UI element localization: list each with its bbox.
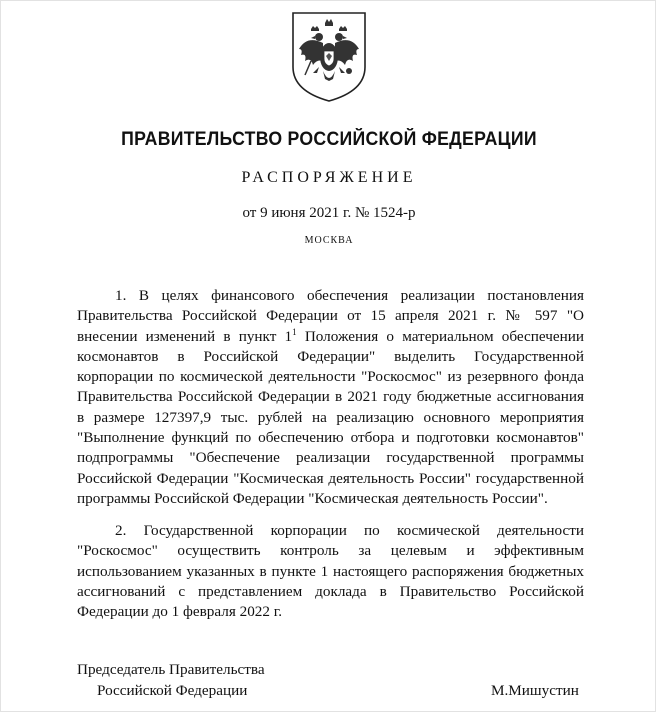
document-date-number: от 9 июня 2021 г. № 1524-р [242,205,416,221]
paragraph-2: 2. Государственной корпорации по космической деятельности "Роскосмос" осуществить контроль за целевым и эффективным использованием указанных в пункте 1 настоящего распоряжения бюджетных ассигнований с представлением доклада в Правительство Российской Федерации до 1 февраля 2022 г. [77,522,584,621]
document-city: МОСКВА [304,235,354,246]
paragraph-1 [77,286,584,509]
government-title: ПРАВИТЕЛЬСТВО РОССИЙСКОЙ ФЕДЕРАЦИИ [121,129,537,150]
footnote-superscript: 1 [292,326,297,337]
coat-of-arms-emblem [289,9,369,105]
signer-line-2: Российской Федерации [97,682,248,699]
double-headed-eagle-icon [289,9,369,105]
paragraph-1-text-a: 1. В целях финансового обеспечения реализации постановления Правительства Российской Федерации от 15 апреля 2021 г. № 597 "О внесении изменений в пункт 1 [77,287,584,345]
paragraph-1-text-b: Положения о материальном обеспечении космонавтов в Российской Федерации" выделить Государственной корпорации по космической деятельности "Роскосмос" из резервного фонда Правительства Российской Федерации в 2021 году бюджетные ассигнования в размере 127397,9 тыс. рублей на реализацию основного мероприятия "Выполнение функций по обеспечению отбора и подготовки космонавтов" подпрограммы "Обеспечение реализации государственной программы Российской Федерации "Космическая деятельность России" государственной программы Российской Федерации "Космическая деятельность России". [77,327,584,507]
signer-line-1: Председатель Правительства [77,661,265,678]
signer-title [77,659,265,701]
document-type: РАСПОРЯЖЕНИЕ [241,169,417,186]
signature-name: М.Мишустин [491,682,579,699]
